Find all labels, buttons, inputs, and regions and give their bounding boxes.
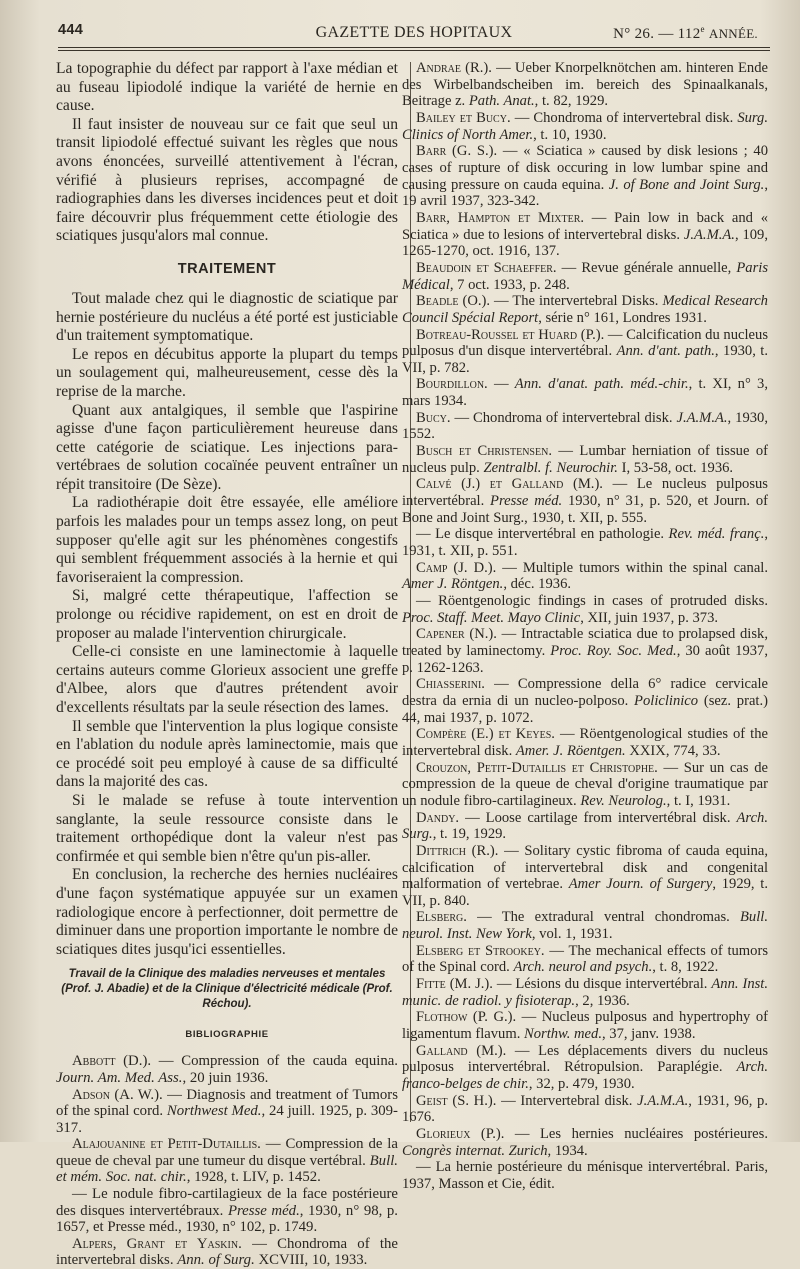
- reference-source: Northwest Med.: [166, 1103, 262, 1120]
- reference-entry: [402, 293, 768, 326]
- reference-author: Crouzon, Petit-Dutaillis et Christophe.: [416, 759, 658, 776]
- header-rule: [58, 47, 770, 48]
- reference-entry: [402, 60, 768, 110]
- reference-source: Rev. méd. franç.: [668, 526, 765, 543]
- reference-author: Alpers, Grant et Yaskin.: [72, 1235, 242, 1252]
- reference-details: , t. 10, 1930.: [533, 126, 607, 143]
- reference-author: Barr, Hampton et Mixter.: [416, 209, 585, 226]
- reference-details: , 24 juill. 1925, p. 309-317.: [56, 1103, 398, 1136]
- reference-source: J.A.M.A.: [676, 409, 728, 426]
- reference-source: Ann. d'anat. path. méd.-chir.: [514, 376, 689, 393]
- right-column: [402, 60, 768, 1193]
- reference-source: Zentralbl. f. Neurochir.: [483, 459, 618, 476]
- reference-author: Beadle (O.).: [416, 293, 491, 310]
- reference-entry: [402, 1043, 768, 1093]
- reference-text: — Le disque intervertébral en pathologie.: [416, 526, 669, 543]
- reference-entry: [402, 1126, 768, 1159]
- reference-text: — The extradural ventral chondromas.: [466, 909, 741, 926]
- reference-author: Barr (G. S.).: [416, 143, 498, 160]
- reference-text: — Röentgenologic findings in cases of protruded disks.: [416, 593, 768, 609]
- affiliation-note: Travail de la Clinique des maladies nerveuses et mentales (Prof. J. Abadie) et de la Clinique d'électricité médicale (Prof. Réchou).: [61, 968, 393, 1011]
- reference-entry: [402, 476, 768, 526]
- reference-text: — Les déplacements divers du nucleus pulposus intervertébral. Rétropulsion. Paraplégie.: [402, 1042, 768, 1076]
- reference-text: — « Sciatica » caused by disk lesions ; 40 cases of rupture of disk occuring in low lumbar spine and causing pressure on cauda equina.: [402, 143, 768, 193]
- section-heading: TRAITEMENT: [177, 260, 277, 277]
- reference-details: , t. 82, 1929.: [534, 93, 609, 110]
- reference-details: , t. 19, 1929.: [432, 826, 507, 843]
- reference-details: , 30 août 1937, p. 1262-1263.: [402, 642, 768, 676]
- reference-details: , 1929, t. VII, p. 840.: [402, 876, 769, 909]
- reference-details: , 1930, 1552.: [402, 409, 768, 443]
- reference-text: — Multiple tumors within the spinal canal.: [496, 559, 769, 576]
- reference-text: — Nucleus pulposus and hypertrophy of ligamentum flavum.: [402, 1009, 768, 1043]
- reference-entry: [402, 810, 768, 843]
- header-rule: [58, 50, 770, 51]
- reference-entry: [402, 626, 768, 676]
- reference-source: Arch. Surg.: [402, 809, 768, 843]
- reference-author: Bucy.: [416, 409, 451, 426]
- page-header: [58, 20, 770, 46]
- reference-text: — Pain low in back and « Sciatica » due to lesions of intervertebral disks.: [402, 209, 768, 243]
- reference-text: — Compressione della 6° radice cervicale destra da ernia di un nucleo-polposo.: [402, 676, 768, 709]
- reference-author: Bailey et Bucy.: [416, 109, 511, 126]
- reference-author: Alajouanine et Petit-Dutaillis.: [72, 1136, 261, 1153]
- reference-source: Paris Médical: [402, 259, 768, 293]
- reference-source: Congrès internat. Zurich: [402, 1142, 548, 1159]
- reference-author: Abbott (D.).: [72, 1053, 152, 1070]
- reference-details: (sez. prat.) 44, mai 1937, p. 1072.: [402, 692, 768, 726]
- reference-entry: [56, 1236, 398, 1269]
- reference-author: Botreau-Roussel et Huard (P.).: [416, 326, 605, 343]
- reference-author: Geist (S. H.).: [416, 1092, 497, 1109]
- right-references: [402, 60, 768, 1193]
- reference-entry: [402, 943, 768, 976]
- reference-details: , 37, janv. 1938.: [601, 1026, 696, 1043]
- reference-entry: [402, 143, 768, 210]
- reference-details: I, 53-58, oct. 1936.: [617, 459, 734, 476]
- reference-text: — Intractable sciatica due to prolapsed disk, treated by laminectomy.: [402, 626, 768, 659]
- reference-author: Elsberg.: [416, 909, 467, 926]
- reference-entry: [402, 1159, 768, 1192]
- reference-text: — Chondroma of the intervertebral disks.: [56, 1235, 398, 1269]
- reference-source: Amer J. Röntgen.: [402, 576, 504, 593]
- reference-details: , 1934.: [547, 1142, 588, 1159]
- reference-details: , 19 avril 1937, 323-342.: [402, 176, 768, 210]
- reference-text: — Lésions du disque intervertébral.: [492, 976, 712, 993]
- reference-text: — Loose cartilage from intervertébral disk.: [459, 809, 737, 826]
- reference-text: — Ueber Knorpelknötchen am. hinteren Ende des Wirbelbandscheiben im. bereich des Spinaalkanals, Beitrage z.: [402, 60, 768, 110]
- reference-details: , t. XI, n° 3, mars 1934.: [402, 376, 768, 410]
- reference-entry: [402, 260, 768, 293]
- reference-entry: [402, 726, 768, 759]
- reference-source: Rev. Neurolog.: [580, 792, 667, 809]
- reference-entry: [402, 1009, 768, 1042]
- issue-superscript: e: [700, 24, 705, 34]
- reference-source: Ann. Inst. munic. de radiol. y fisioterap.: [402, 976, 769, 1009]
- reference-author: Camp (J. D.).: [416, 559, 497, 576]
- reference-source: Northw. med.: [524, 1026, 602, 1043]
- reference-details: XXIX, 774, 33.: [625, 742, 721, 759]
- reference-entry: [402, 526, 768, 559]
- reference-details: , t. 8, 1922.: [652, 959, 719, 976]
- reference-details: , t. I, 1931.: [666, 792, 731, 809]
- reference-source: Policlinico: [634, 692, 699, 709]
- paragraph: Tout malade chez qui le diagnostic de sciatique par hernie postérieure du nucléus a été porté est justiciable d'un traitement symptomatique.: [56, 289, 398, 345]
- reference-author: Galland (M.).: [416, 1042, 507, 1059]
- reference-entry: [402, 676, 768, 726]
- paragraph: Quant aux antalgiques, il semble que l'aspirine agisse d'une façon particulièrement heureuse dans cette catégorie de sciatique. Les injections para-vertébraes de solution cocaïnée peuvent entraîner un répit transitoire (De Sèze).: [56, 401, 398, 493]
- reference-entry: [402, 410, 768, 443]
- reference-details: , XII, juin 1937, p. 373.: [580, 609, 719, 626]
- reference-entry: [402, 1093, 768, 1126]
- reference-author: Flothow (P. G.).: [416, 1009, 517, 1026]
- reference-details: , série n° 161, Londres 1931.: [538, 309, 707, 326]
- reference-details: , 109, 1265-1270, oct. 1916, 137.: [402, 226, 769, 260]
- reference-text: — The intervertebral Disks.: [490, 293, 663, 310]
- reference-author: Chiasserini.: [416, 676, 485, 693]
- reference-author: Elsberg et Strookey.: [416, 942, 545, 959]
- left-column: [56, 60, 398, 1269]
- reference-source: Proc. Staff. Meet. Mayo Clinic: [402, 609, 581, 626]
- reference-source: J.A.M.A.: [637, 1092, 689, 1109]
- reference-details: XCVIII, 10, 1933.: [254, 1252, 368, 1269]
- reference-text: — The mechanical effects of tumors of the Spinal cord.: [402, 942, 768, 976]
- reference-entry: [402, 976, 768, 1009]
- reference-entry: [56, 1087, 398, 1137]
- reference-text: — Solitary cystic fibroma of cauda equina, calcification of intervertebral disk and congenital malformation of vertebrae.: [402, 842, 768, 893]
- reference-author: Dandy.: [416, 809, 460, 826]
- reference-details: , 20 juin 1936.: [182, 1069, 269, 1086]
- reference-source: J. of Bone and Joint Surg.: [608, 176, 765, 193]
- reference-entry: [402, 376, 768, 409]
- reference-author: Capener (N.).: [416, 626, 497, 643]
- reference-text: — Chondroma of intervertebral disk.: [450, 409, 677, 426]
- bibliography-heading: BIBLIOGRAPHIE: [185, 1029, 269, 1041]
- paragraph: En conclusion, la recherche des hernies nucléaires d'une façon systématique appuyée sur un examen radiologique encore à perfectionner, doit permettre de diminuer dans une proportion importante le nombre de sciatiques dites jusqu'ici essentielles.: [56, 866, 398, 958]
- reference-text: — Le nodule fibro-cartilagieux de la face postérieure des disques intervertébraux.: [56, 1186, 398, 1219]
- reference-text: — Les hernies nucléaires postérieures.: [504, 1126, 768, 1142]
- reference-entry: [402, 593, 768, 626]
- reference-text: — Compression de la queue de cheval par une tumeur du disque vertébral.: [56, 1136, 398, 1169]
- reference-text: —: [487, 376, 515, 393]
- reference-details: , vol. 1, 1931.: [531, 926, 613, 943]
- reference-source: Ann. d'ant. path.: [616, 343, 715, 360]
- reference-entry: [402, 443, 768, 476]
- reference-text: — Revue générale annuelle,: [556, 259, 737, 276]
- reference-source: Presse méd.: [490, 493, 563, 510]
- paragraph: Il semble que l'intervention la plus logique consiste en l'ablation du nodule après laminectomie, mais que ce procédé soit peu employé à cause de sa difficulté dans la majorité des cas.: [56, 717, 398, 791]
- reference-source: Presse méd.: [227, 1202, 300, 1219]
- issue-number: N° 26. — 112: [613, 26, 701, 42]
- reference-author: Beaudoin et Schaeffer.: [416, 259, 557, 276]
- reference-author: Compère (E.) et Keyes.: [416, 726, 555, 743]
- paragraph: La topographie du défect par rapport à l'axe médian et au fuseau lipiodolé indique la variété de hernie en cause.: [56, 60, 398, 115]
- reference-source: Bull. et mém. Soc. nat. chir.: [56, 1152, 398, 1186]
- reference-details: , 1930, t. VII, p. 782.: [402, 343, 768, 376]
- reference-source: Ann. of Surg.: [177, 1252, 255, 1269]
- reference-details: , 32, p. 479, 1930.: [528, 1076, 635, 1093]
- reference-details: , 1928, t. LIV, p. 1452.: [186, 1169, 321, 1186]
- reference-author: Bourdillon.: [416, 376, 488, 393]
- reference-source: Arch. franco-belges de chir.: [402, 1059, 768, 1093]
- reference-entry: [402, 327, 768, 377]
- reference-details: , 1930, n° 98, p. 1657, et Presse méd., 1930, n° 102, p. 1749.: [56, 1202, 399, 1236]
- reference-details: 1930, n° 31, p. 520, et Journ. of Bone and Joint Surg., 1930, t. XII, p. 555.: [402, 493, 768, 526]
- reference-details: , 7 oct. 1933, p. 248.: [449, 276, 570, 293]
- reference-entry: [402, 560, 768, 593]
- reference-author: Adson (A. W.).: [72, 1086, 163, 1103]
- paragraph: Le repos en décubitus apporte la plupart du temps un soulagement qui, malheureusement, cesse dès la reprise de la marche.: [56, 345, 398, 400]
- left-references: [56, 1053, 398, 1269]
- reference-source: Surg. Clinics of North Amer.: [402, 109, 769, 143]
- journal-title: GAZETTE DES HOPITAUX: [315, 24, 513, 41]
- reference-entry: [402, 110, 768, 143]
- reference-author: Glorieux (P.).: [416, 1126, 505, 1142]
- reference-details: , déc. 1936.: [503, 576, 572, 593]
- reference-source: Path. Anat.: [468, 93, 535, 110]
- reference-entry: [56, 1053, 398, 1086]
- reference-text: — Lumbar herniation of tissue of nucleus pulp.: [402, 443, 769, 476]
- reference-entry: [402, 909, 768, 942]
- reference-author: Dittrich (R.).: [416, 842, 499, 859]
- reference-author: Busch et Christensen.: [416, 443, 552, 460]
- reference-source: J.A.M.A.: [683, 226, 735, 243]
- reference-source: Arch. neurol and psych.: [513, 959, 653, 976]
- reference-entry: [56, 1136, 398, 1186]
- reference-details: , 1931, 96, p. 1676.: [402, 1092, 768, 1126]
- reference-source: Amer. J. Röentgen.: [515, 742, 626, 759]
- reference-text: — Röentgenological studies of the intervertebral disk.: [402, 726, 768, 759]
- reference-source: Proc. Roy. Soc. Med.: [550, 642, 677, 659]
- paragraph: Celle-ci consiste en une laminectomie à laquelle certains auteurs comme Glorieux associent une greffe d'Albee, alors que d'autres prétendent avoir d'excellents résultats par la seule résection des lames.: [56, 643, 398, 716]
- reference-source: Journ. Am. Med. Ass.: [56, 1069, 183, 1086]
- reference-author: Calvé (J.) et Galland (M.).: [416, 476, 603, 493]
- reference-text: — Diagnosis and treatment of Tumors of the spinal cord.: [56, 1086, 398, 1120]
- reference-text: — Chondroma of intervertebral disk.: [510, 109, 738, 126]
- reference-text: — Intervertebral disk.: [496, 1092, 638, 1109]
- reference-text: — Sur un cas de compression de la queue de cheval d'origine traumatique par un nodule fibro-cartilagineux.: [402, 759, 768, 809]
- reference-text: — Le nucleus pulposus intervertébral.: [402, 476, 768, 510]
- reference-source: Medical Research Council Spécial Report: [402, 293, 768, 326]
- reference-details: , 2, 1936.: [575, 992, 630, 1009]
- reference-source: Bull. neurol. Inst. New York: [402, 909, 768, 943]
- paragraph: Si le malade se refuse à toute intervention sanglante, la seule ressource consiste dans le traitement orthopédique dont la valeur n'est pas confirmée et qui semble bien n'être qu'un pis-aller.: [56, 791, 398, 865]
- issue-info: [613, 24, 758, 43]
- reference-author: Andrae (R.).: [416, 60, 492, 76]
- issue-year-label: ANNÉE.: [708, 26, 758, 41]
- reference-author: Fitte (M. J.).: [416, 976, 493, 993]
- reference-entry: [402, 843, 768, 910]
- paragraph: Si, malgré cette thérapeutique, l'affection se prolonge ou récidive rapidement, on est en droit de proposer au malade l'intervention chirurgicale.: [56, 587, 398, 642]
- page-number: 444: [58, 22, 84, 38]
- reference-entry: [402, 760, 768, 810]
- reference-text: — Compression of the cauda equina.: [151, 1053, 398, 1070]
- paragraph: Il faut insister de nouveau sur ce fait que seul un transit lipiodolé effectué suivant les règles que nous avons énoncées, surveillé attentivement à l'écran, vérifié à plusieurs reprises, accompagné de radiographies dans les diverses incidences peut et doit faire découvrir plus fréquemment cette étiologie des sciatiques jusqu'alors mal connue.: [56, 115, 398, 245]
- reference-details: , 1931, t. XII, p. 551.: [402, 526, 768, 560]
- reference-text: — La hernie postérieure du ménisque intervertébral. Paris, 1937, Masson et Cie, édit.: [402, 1159, 768, 1192]
- reference-source: Amer Journ. of Surgery: [568, 876, 713, 893]
- reference-entry: [402, 210, 768, 260]
- paragraph: La radiothérapie doit être essayée, elle améliore parfois les malades pour un temps assez long, on peut supposer qu'elle agit sur les phénomènes congestifs qui semblent fréquemment associés à la hernie et qui favoriseraient la compression.: [56, 494, 398, 586]
- reference-entry: [56, 1186, 398, 1236]
- reference-text: — Calcification du nucleus pulposus d'un disque intervertébral.: [402, 326, 768, 360]
